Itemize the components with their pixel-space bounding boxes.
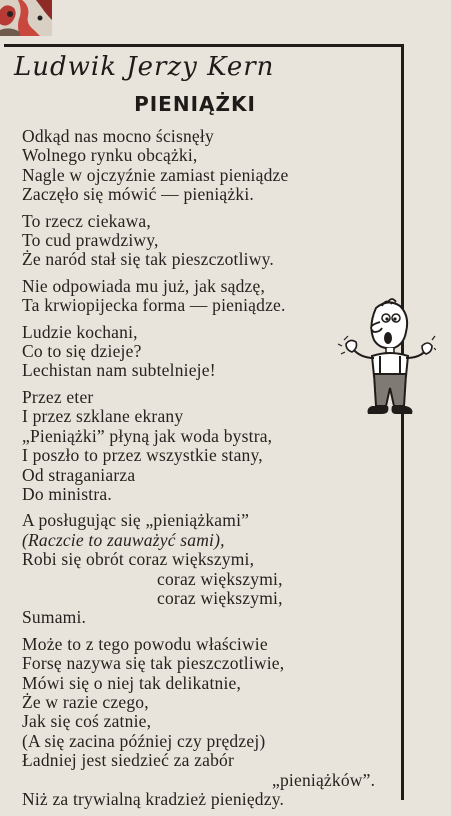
poem-title: PIENIĄŻKI <box>134 92 256 116</box>
poem-line: Niż za trywialną kradzież pieniędzy. <box>22 789 285 809</box>
poem-line: A posługując się „pieniążkami” <box>22 510 250 531</box>
poem-line: Lechistan nam subtelnieje! <box>22 360 216 381</box>
poem-line: Ładniej jest siedzieć za zabór <box>22 750 235 771</box>
poem-line: Jak się coś zatnie, <box>22 711 152 732</box>
poem-line: „pieniążków”. <box>272 769 376 790</box>
poem-line: Od straganiarza <box>22 464 136 485</box>
poem-line: Robi się obrót coraz większymi, <box>22 549 255 570</box>
poem-line: Co to się dzieje? <box>22 341 142 362</box>
poem-line: coraz większymi, <box>157 587 283 608</box>
poem-line: Zaczęło się mówić — pieniążki. <box>22 184 254 205</box>
poem-line: (A się zacina później czy prędzej) <box>22 730 266 751</box>
poem-body <box>22 127 394 816</box>
poem-line: Wolnego rynku obcążki, <box>22 145 198 166</box>
poem-line: „Pieniążki” płyną jak woda bystra, <box>22 425 273 446</box>
poem-line: I przez szklane ekrany <box>22 406 184 427</box>
frame-top-border <box>4 44 404 47</box>
poem-line: Forsę nazywa się tak pieszczotliwie, <box>22 653 285 674</box>
poem-line: Przez eter <box>22 386 94 407</box>
poem-line: Że w razie czego, <box>22 691 149 712</box>
poem-line: (Raczcie to zauważyć sami), <box>22 529 225 550</box>
poem-line: To cud prawdziwy, <box>22 230 159 251</box>
poem-line: To rzecz ciekawa, <box>22 210 151 231</box>
poem-line: Nie odpowiada mu już, jak sądzę, <box>22 275 266 296</box>
stanza <box>22 127 394 205</box>
poem-line: Mówi się o niej tak delikatnie, <box>22 672 242 693</box>
poem-line: Może to z tego powodu właściwie <box>22 633 268 654</box>
poem-line: Nagle w ojczyźnie zamiast pieniądze <box>22 164 289 185</box>
cartoon-man-illustration <box>336 296 436 426</box>
poem-line: Że naród stał się tak pieszczotliwy. <box>22 249 274 270</box>
poem-line: Ta krwiopijecka forma — pieniądze. <box>22 295 286 316</box>
top-strip <box>0 0 451 44</box>
poem-line: Ludzie kochani, <box>22 321 138 342</box>
author-name: Ludwik Jerzy Kern <box>14 52 275 82</box>
poem-line: Odkąd nas mocno ścisnęły <box>22 126 214 146</box>
stanza <box>22 212 394 270</box>
stanza <box>22 635 394 810</box>
stanza <box>22 511 394 627</box>
poem-line: Sumami. <box>22 607 87 628</box>
poem-line: I poszło to przez wszystkie stany, <box>22 445 263 466</box>
top-illustration-fragment <box>0 0 52 36</box>
poem-line: Do ministra. <box>22 483 112 504</box>
poem-line: coraz większymi, <box>157 568 283 589</box>
